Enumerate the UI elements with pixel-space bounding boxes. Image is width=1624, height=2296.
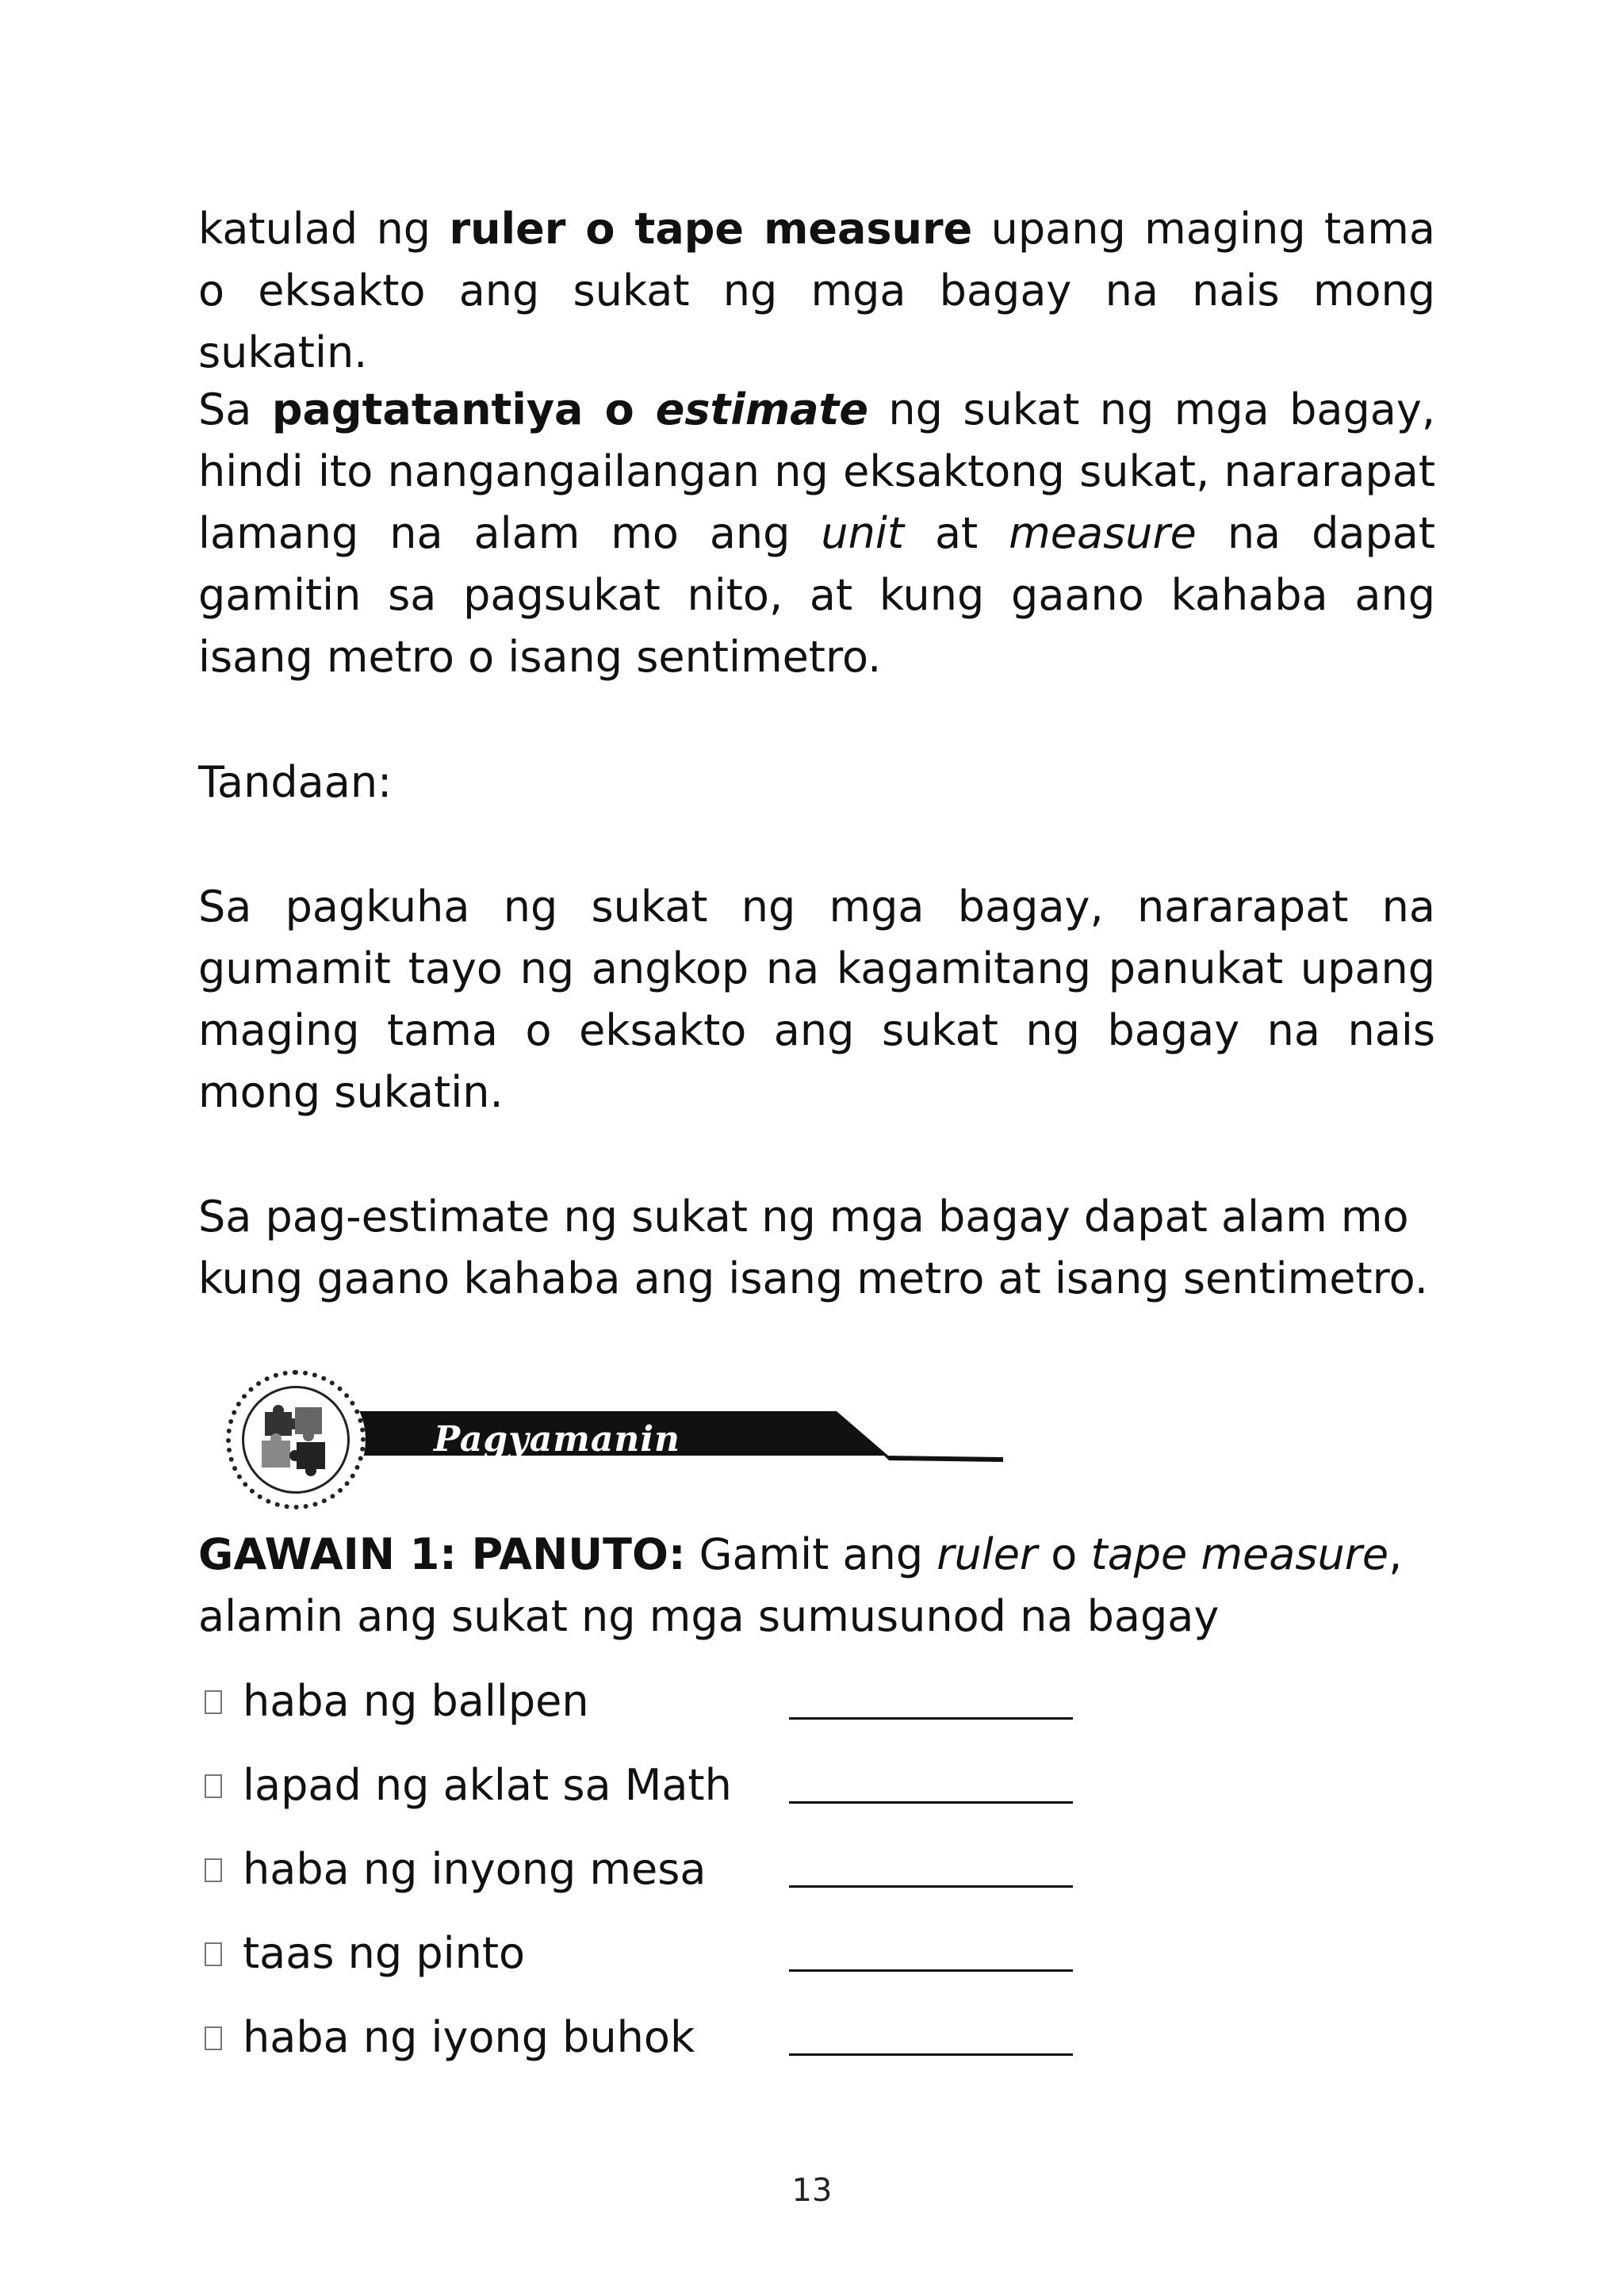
bold-term: pagtatantiya o	[271, 385, 656, 434]
italic-term: ruler	[936, 1529, 1038, 1579]
paragraph-3: Sa pagkuha ng sukat ng mga bagay, nararapat na gumamit tayo ng angkop na kagamitang panukat upang maging tama o eksakto ang sukat ng bagay na nais mong sukatin.	[198, 882, 1435, 1117]
task-label: GAWAIN 1: PANUTO:	[198, 1529, 686, 1579]
paragraph-4: Sa pag-estimate ng sukat ng mga bagay dapat alam mo kung gaano kahaba ang isang metro at isang sentimetro.	[198, 1192, 1428, 1303]
item-label: haba ng inyong mesa	[243, 1844, 707, 1894]
text-segment: na dapat gamitin sa pagsukat nito, at kung gaano kahaba ang isang metro o isang sentimetro.	[198, 508, 1435, 682]
item-label: haba ng iyong buhok	[243, 2012, 695, 2062]
list-item	[198, 2006, 1150, 2069]
text-segment: Sa	[198, 385, 272, 434]
answer-blank[interactable]	[789, 2053, 1073, 2056]
list-item	[198, 1922, 1150, 1985]
paragraph-tandaan: Tandaan:	[198, 757, 393, 807]
italic-term: tape measure	[1090, 1529, 1389, 1579]
text-segment: o	[1037, 1529, 1091, 1579]
puzzle-badge	[226, 1370, 366, 1510]
answer-blank[interactable]	[789, 1717, 1073, 1720]
item-label: haba ng ballpen	[243, 1676, 589, 1726]
checkbox-placeholder	[205, 1690, 222, 1714]
text-segment: ng sukat ng mga bagay, hindi ito nangangailangan ng eksaktong sukat, nararapat lamang na alam mo ang	[198, 385, 1435, 558]
italic-term: unit	[821, 508, 904, 558]
list-item	[198, 1838, 1150, 1901]
item-label: taas ng pinto	[243, 1928, 526, 1978]
checkbox-placeholder	[205, 1942, 222, 1966]
banner-underline	[884, 1456, 1003, 1462]
answer-blank[interactable]	[789, 1801, 1073, 1804]
checkbox-placeholder	[205, 2026, 222, 2050]
task-instructions	[198, 1524, 1435, 1647]
answer-blank[interactable]	[789, 1885, 1073, 1888]
text-segment: Gamit ang	[685, 1529, 937, 1579]
paragraph-1	[198, 198, 1435, 384]
banner-title: Pagyamanin	[434, 1419, 681, 1460]
bold-italic-term: estimate	[655, 385, 868, 434]
italic-term: measure	[1009, 508, 1197, 558]
item-label: lapad ng aklat sa Math	[243, 1760, 732, 1810]
answer-blank[interactable]	[789, 1969, 1073, 1972]
puzzle-icon	[242, 1386, 350, 1494]
list-item	[198, 1754, 1150, 1817]
text-segment: , alamin ang sukat ng mga sumusunod na bagay	[198, 1529, 1403, 1641]
bold-term: ruler o tape measure	[449, 204, 973, 254]
list-item	[198, 1670, 1150, 1733]
page-number: 13	[791, 2172, 833, 2209]
text-segment: katulad ng	[198, 204, 450, 254]
checkbox-placeholder	[205, 1858, 222, 1882]
checkbox-placeholder	[205, 1774, 222, 1798]
text-segment: at	[904, 508, 1009, 558]
text-segment: upang maging tama o eksakto ang sukat ng mga bagay na nais mong sukatin.	[198, 204, 1436, 377]
paragraph-2	[198, 379, 1435, 688]
section-banner	[226, 1370, 1019, 1513]
